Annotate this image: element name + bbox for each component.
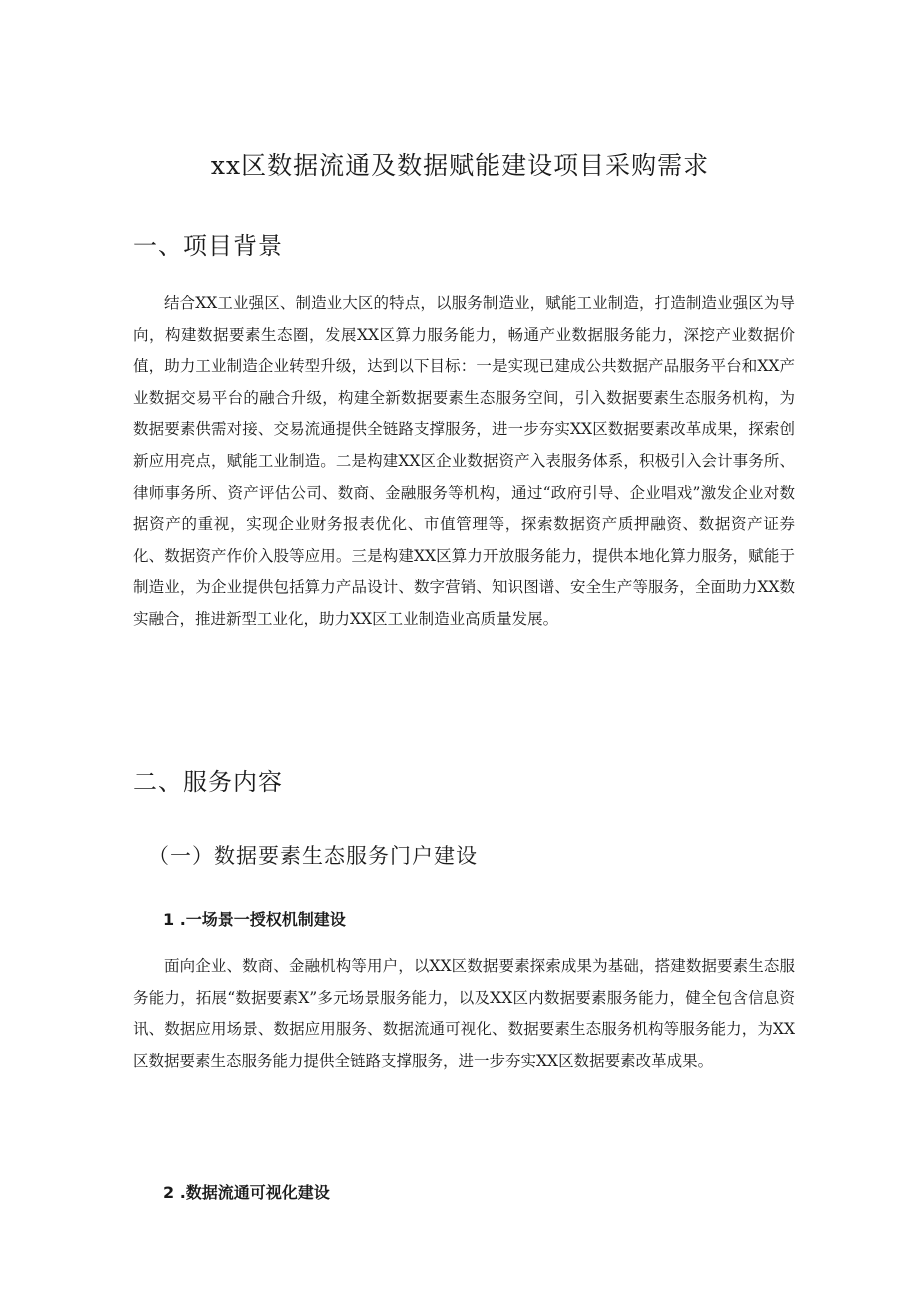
document-title: xx区数据流通及数据赋能建设项目采购需求 xyxy=(210,151,710,180)
item-heading-1: 1 .一场景一授权机制建设 xyxy=(163,910,346,929)
subsection-heading-portal: （一）数据要素生态服务门户建设 xyxy=(148,844,478,868)
item-paragraph-1: 面向企业、数商、金融机构等用户，以XX区数据要素探索成果为基础，搭建数据要素生态服务能力，拓展“数据要素X”多元场景服务能力，以及XX区内数据要素服务能力，健全包含信息资讯、数据应用场景、数据应用服务、数据流通可视化、数据要素生态服务机构等服务能力，为XX区数据要素生态服务能力提供全链路支撑服务，进一步夯实XX区数据要素改革成果。 xyxy=(133,957,795,1070)
background-paragraph: 结合XX工业强区、制造业大区的特点，以服务制造业，赋能工业制造，打造制造业强区为导向，构建数据要素生态圈，发展XX区算力服务能力，畅通产业数据服务能力，深挖产业数据价值，助力工业制造企业转型升级，达到以下目标：一是实现已建成公共数据产品服务平台和XX产业数据交易平台的融合升级，构建全新数据要素生态服务空间，引入数据要素生态服务机构，为数据要素供需对接、交易流通提供全链路支撑服务，进一步夯实XX区数据要素改革成果，探索创新应用亮点，赋能工业制造。二是构建XX区企业数据资产入表服务体系，积极引入会计事务所、律师事务所、资产评估公司、数商、金融服务等机构，通过“政府引导、企业唱戏”激发企业对数据资产的重视，实现企业财务报表优化、市值管理等，探索数据资产质押融资、数据资产证券化、数据资产作价入股等应用。三是构建XX区算力开放服务能力，提供本地化算力服务，赋能于制造业，为企业提供包括算力产品设计、数字营销、知识图谱、安全生产等服务，全面助力XX数实融合，推进新型工业化，助力XX区工业制造业高质量发展。 xyxy=(133,294,795,628)
section-heading-background: 一、项目背景 xyxy=(133,232,283,260)
section-heading-service-content: 二、服务内容 xyxy=(133,768,283,796)
item-heading-2: 2 .数据流通可视化建设 xyxy=(163,1183,330,1202)
